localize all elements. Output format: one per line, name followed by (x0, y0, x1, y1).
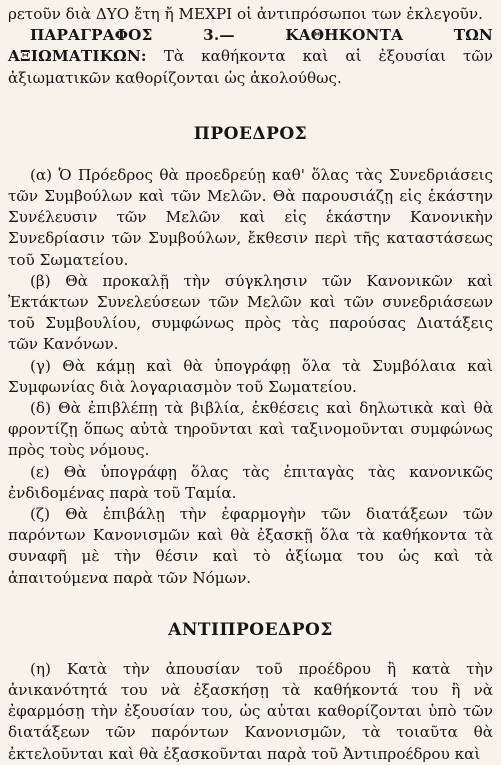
vice-item-h: (η) Κατὰ τὴν ἀπουσίαν τοῦ προέδρου ἢ κατὰ τὴν ἀνικανότητά του νὰ ἐξασκήσῃ τὰ καθήκοντά του ἢ νὰ ἐφαρμόσῃ τὴν ἐξουσίαν του, ὡς αὐται καθορίζονται ὑπὸ τῶν διατάξεων τῶν παρόντων Κανονισμῶν, τὰ τοιαῦτα θὰ ἐκτελοῦνται καὶ θὰ ἐξασκοῦνται παρὰ τοῦ Ἀντιπροέδρου καὶ (8, 659, 493, 763)
heading-vice-president: ΑΝΤΙΠΡΟΕΔΡΟΣ (168, 619, 333, 640)
president-item-z: (ζ) Θὰ ἐπιβάλῃ τὴν ἐφαρμογὴν τῶν διατάξεων τῶν παρόντων Κανονισμῶν καὶ θὰ ἐξασκῇ ὅλα τὰ καθήκοντα τὰ συναφῆ μὲ τὴν θέσιν καὶ τὸ ἀξίωμα του ὡς καὶ τὰ ἀπαιτούμενα παρὰ τῶν Νόμων. (8, 505, 493, 587)
president-item-a: (α) Ὁ Πρόεδρος θὰ προεδρεύῃ καθ' ὅλας τὰς Συνεδριάσεις τῶν Συμβούλων καὶ τῶν Μελῶν. Θὰ παρουσιάζῃ εἰς ἑκάστην Συνέλευσιν τῶν Μελῶν καὶ εἰς ἑκάστην Κανονικὴν Συνεδρίασιν τῶν Συμβούλων, ἔκθεσιν περὶ τῆς καταστάσεως τοῦ Σωματείου. (8, 165, 493, 269)
president-item-c: (γ) Θὰ κάμῃ καὶ θὰ ὑπογράφῃ ὅλα τὰ Συμβόλαια καὶ Συμφωνίας διὰ λογαριασμὸν τοῦ Σωματείου. (8, 356, 493, 396)
president-item-d: (δ) Θὰ ἐπιβλέπῃ τὰ βιβλία, ἐκθέσεις καὶ δηλωτικὰ καὶ θὰ φροντίζῃ ὅπως αὐτὰ τηροῦνται καὶ ταξινομοῦνται συμφώνως πρὸς τοὺς νόμους. (8, 399, 493, 460)
heading-president: ΠΡΟΕΔΡΟΣ (193, 123, 308, 144)
president-item-b: (β) Θὰ προκαλῇ τὴν σύγκλησιν τῶν Κανονικῶν καὶ Ἐκτάκτων Συνελεύσεων τῶν Μελῶν καὶ τῶν συνεδριάσεων τοῦ Συμβουλίου, συμφώνως πρὸς τὰς παρούσας Διατάξεις τῶν Κανόνων. (8, 271, 493, 354)
president-item-e: (ε) Θὰ ὑπογράφῃ ὅλας τὰς ἐπιταγὰς τὰς κανονικῶς ἐνδιδομένας παρὰ τοῦ Ταμία. (8, 462, 493, 502)
section-title: ΠΑΡΑΓΡΑΦΟΣ 3.— ΚΑΘΗΚΟΝΤΑ ΤΩΝ ΑΞΙΩΜΑΤΙΚΩΝ: (8, 26, 493, 66)
intro-paragraph: ρετοῦν διὰ ΔΥΟ ἔτη ἤ ΜΕΧΡΙ οἱ ἀντιπρόσωποι των ἐκλεγοῦν. (8, 5, 483, 23)
section-text: Τὰ καθήκοντα καὶ αἱ ἐξουσίαι τῶν ἀξιωματικῶν καθορίζονται ὡς ἀκολούθως. (8, 47, 494, 87)
section-paragraph (8, 25, 493, 89)
